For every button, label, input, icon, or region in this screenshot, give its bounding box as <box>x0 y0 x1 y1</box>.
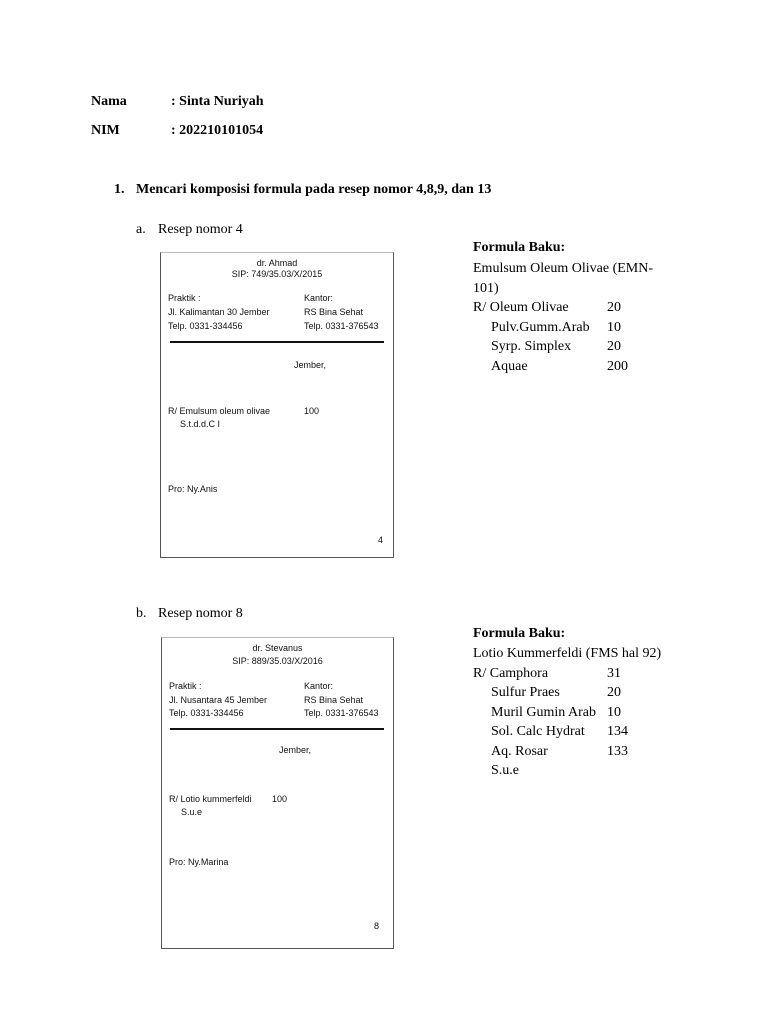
formula-item-value: 20 <box>607 300 621 315</box>
doctor-name: dr. Stevanus <box>252 643 303 653</box>
formula-item-name: Sol. Calc Hydrat <box>491 724 585 739</box>
formula-item-name: Sulfur Praes <box>491 685 560 700</box>
formula-item <box>473 337 673 357</box>
formula-item-name: Syrp. Simplex <box>491 339 572 354</box>
name-label: Nama <box>91 94 127 109</box>
formula-item-name: Aquae <box>491 358 528 374</box>
header-divider <box>170 728 384 730</box>
nim-label: NIM <box>91 123 120 138</box>
formula-item-value: 10 <box>607 704 621 720</box>
praktik-label: Praktik : <box>169 681 202 691</box>
kantor-name: RS Bina Sehat <box>304 695 364 705</box>
formula-title: Formula Baku: <box>473 240 566 255</box>
formula-item-value: 133 <box>607 743 628 759</box>
signa: S.u.e <box>181 807 203 817</box>
formula-item <box>473 683 693 703</box>
formula-item <box>473 742 693 762</box>
patient: Pro: Ny.Marina <box>169 857 229 867</box>
formula-item-name: R/ Camphora <box>473 665 549 681</box>
praktik-address: Jl. Kalimantan 30 Jember <box>168 307 270 317</box>
formula-item-value: 10 <box>607 319 621 335</box>
formula-item-value: 134 <box>607 724 628 739</box>
city-date: Jember, <box>294 360 327 370</box>
formula-item <box>473 703 693 723</box>
formula-item-value: 20 <box>607 685 621 700</box>
formula-item-name: Aq. Rosar <box>491 743 548 759</box>
prescription-marker: a. <box>136 222 146 237</box>
kantor-label: Kantor: <box>304 293 334 303</box>
kantor-label: Kantor: <box>304 681 334 691</box>
formula-item <box>473 357 673 377</box>
prescription-heading: Resep nomor 8 <box>158 606 243 621</box>
formula-item <box>473 664 693 684</box>
praktik-label: Praktik : <box>168 293 201 303</box>
formula-item <box>473 761 693 781</box>
prescription-heading: Resep nomor 4 <box>158 222 243 237</box>
formula-item-value: 20 <box>607 339 621 354</box>
section-title: Mencari komposisi formula pada resep nomor 4,8,9, dan 13 <box>136 182 492 197</box>
page-number: 4 <box>378 535 384 545</box>
kantor-phone: Telp. 0331-376543 <box>304 708 379 718</box>
kantor-phone: Telp. 0331-376543 <box>304 321 379 331</box>
doctor-sip: SIP: 889/35.03/X/2016 <box>232 656 323 666</box>
formula-name: Lotio Kummerfeldi (FMS hal 92) <box>473 646 662 661</box>
formula-item-name: S.u.e <box>491 763 519 778</box>
formula-item-name: R/ Oleum Olivae <box>473 300 569 315</box>
recipe-qty: 100 <box>272 794 288 804</box>
page-number: 8 <box>374 921 380 931</box>
city-date: Jember, <box>279 745 312 755</box>
formula-item-value: 200 <box>607 358 628 374</box>
formula-item <box>473 722 693 742</box>
doctor-sip: SIP: 749/35.03/X/2015 <box>231 269 323 279</box>
kantor-name: RS Bina Sehat <box>304 307 364 317</box>
doctor-name: dr. Ahmad <box>256 258 298 268</box>
formula-title: Formula Baku: <box>473 626 566 641</box>
signa: S.t.d.d.C I <box>180 419 221 429</box>
praktik-phone: Telp. 0331-334456 <box>168 321 243 331</box>
praktik-address: Jl. Nusantara 45 Jember <box>169 695 268 705</box>
formula-item-value: 31 <box>607 665 621 681</box>
prescription-image <box>161 637 394 949</box>
formula-name-continued: 101) <box>473 280 499 296</box>
recipe-line: R/ Emulsum oleum olivae <box>168 406 271 416</box>
recipe-qty: 100 <box>304 406 320 416</box>
prescription-image <box>160 252 394 558</box>
name-value: : Sinta Nuriyah <box>171 94 264 109</box>
formula-block <box>473 259 673 376</box>
praktik-phone: Telp. 0331-334456 <box>169 708 244 718</box>
header-divider <box>170 341 384 343</box>
formula-item <box>473 298 673 318</box>
prescription-marker: b. <box>136 606 147 621</box>
formula-name: Emulsum Oleum Olivae (EMN- <box>473 261 654 276</box>
formula-item-name: Muril Gumin Arab <box>491 704 596 720</box>
recipe-line: R/ Lotio kummerfeldi <box>169 794 252 804</box>
section-number: 1. <box>114 182 125 197</box>
patient: Pro: Ny.Anis <box>168 484 218 494</box>
formula-block <box>473 644 693 781</box>
formula-item-name: Pulv.Gumm.Arab <box>491 319 590 335</box>
formula-item <box>473 318 673 338</box>
nim-value: : 202210101054 <box>171 123 264 138</box>
